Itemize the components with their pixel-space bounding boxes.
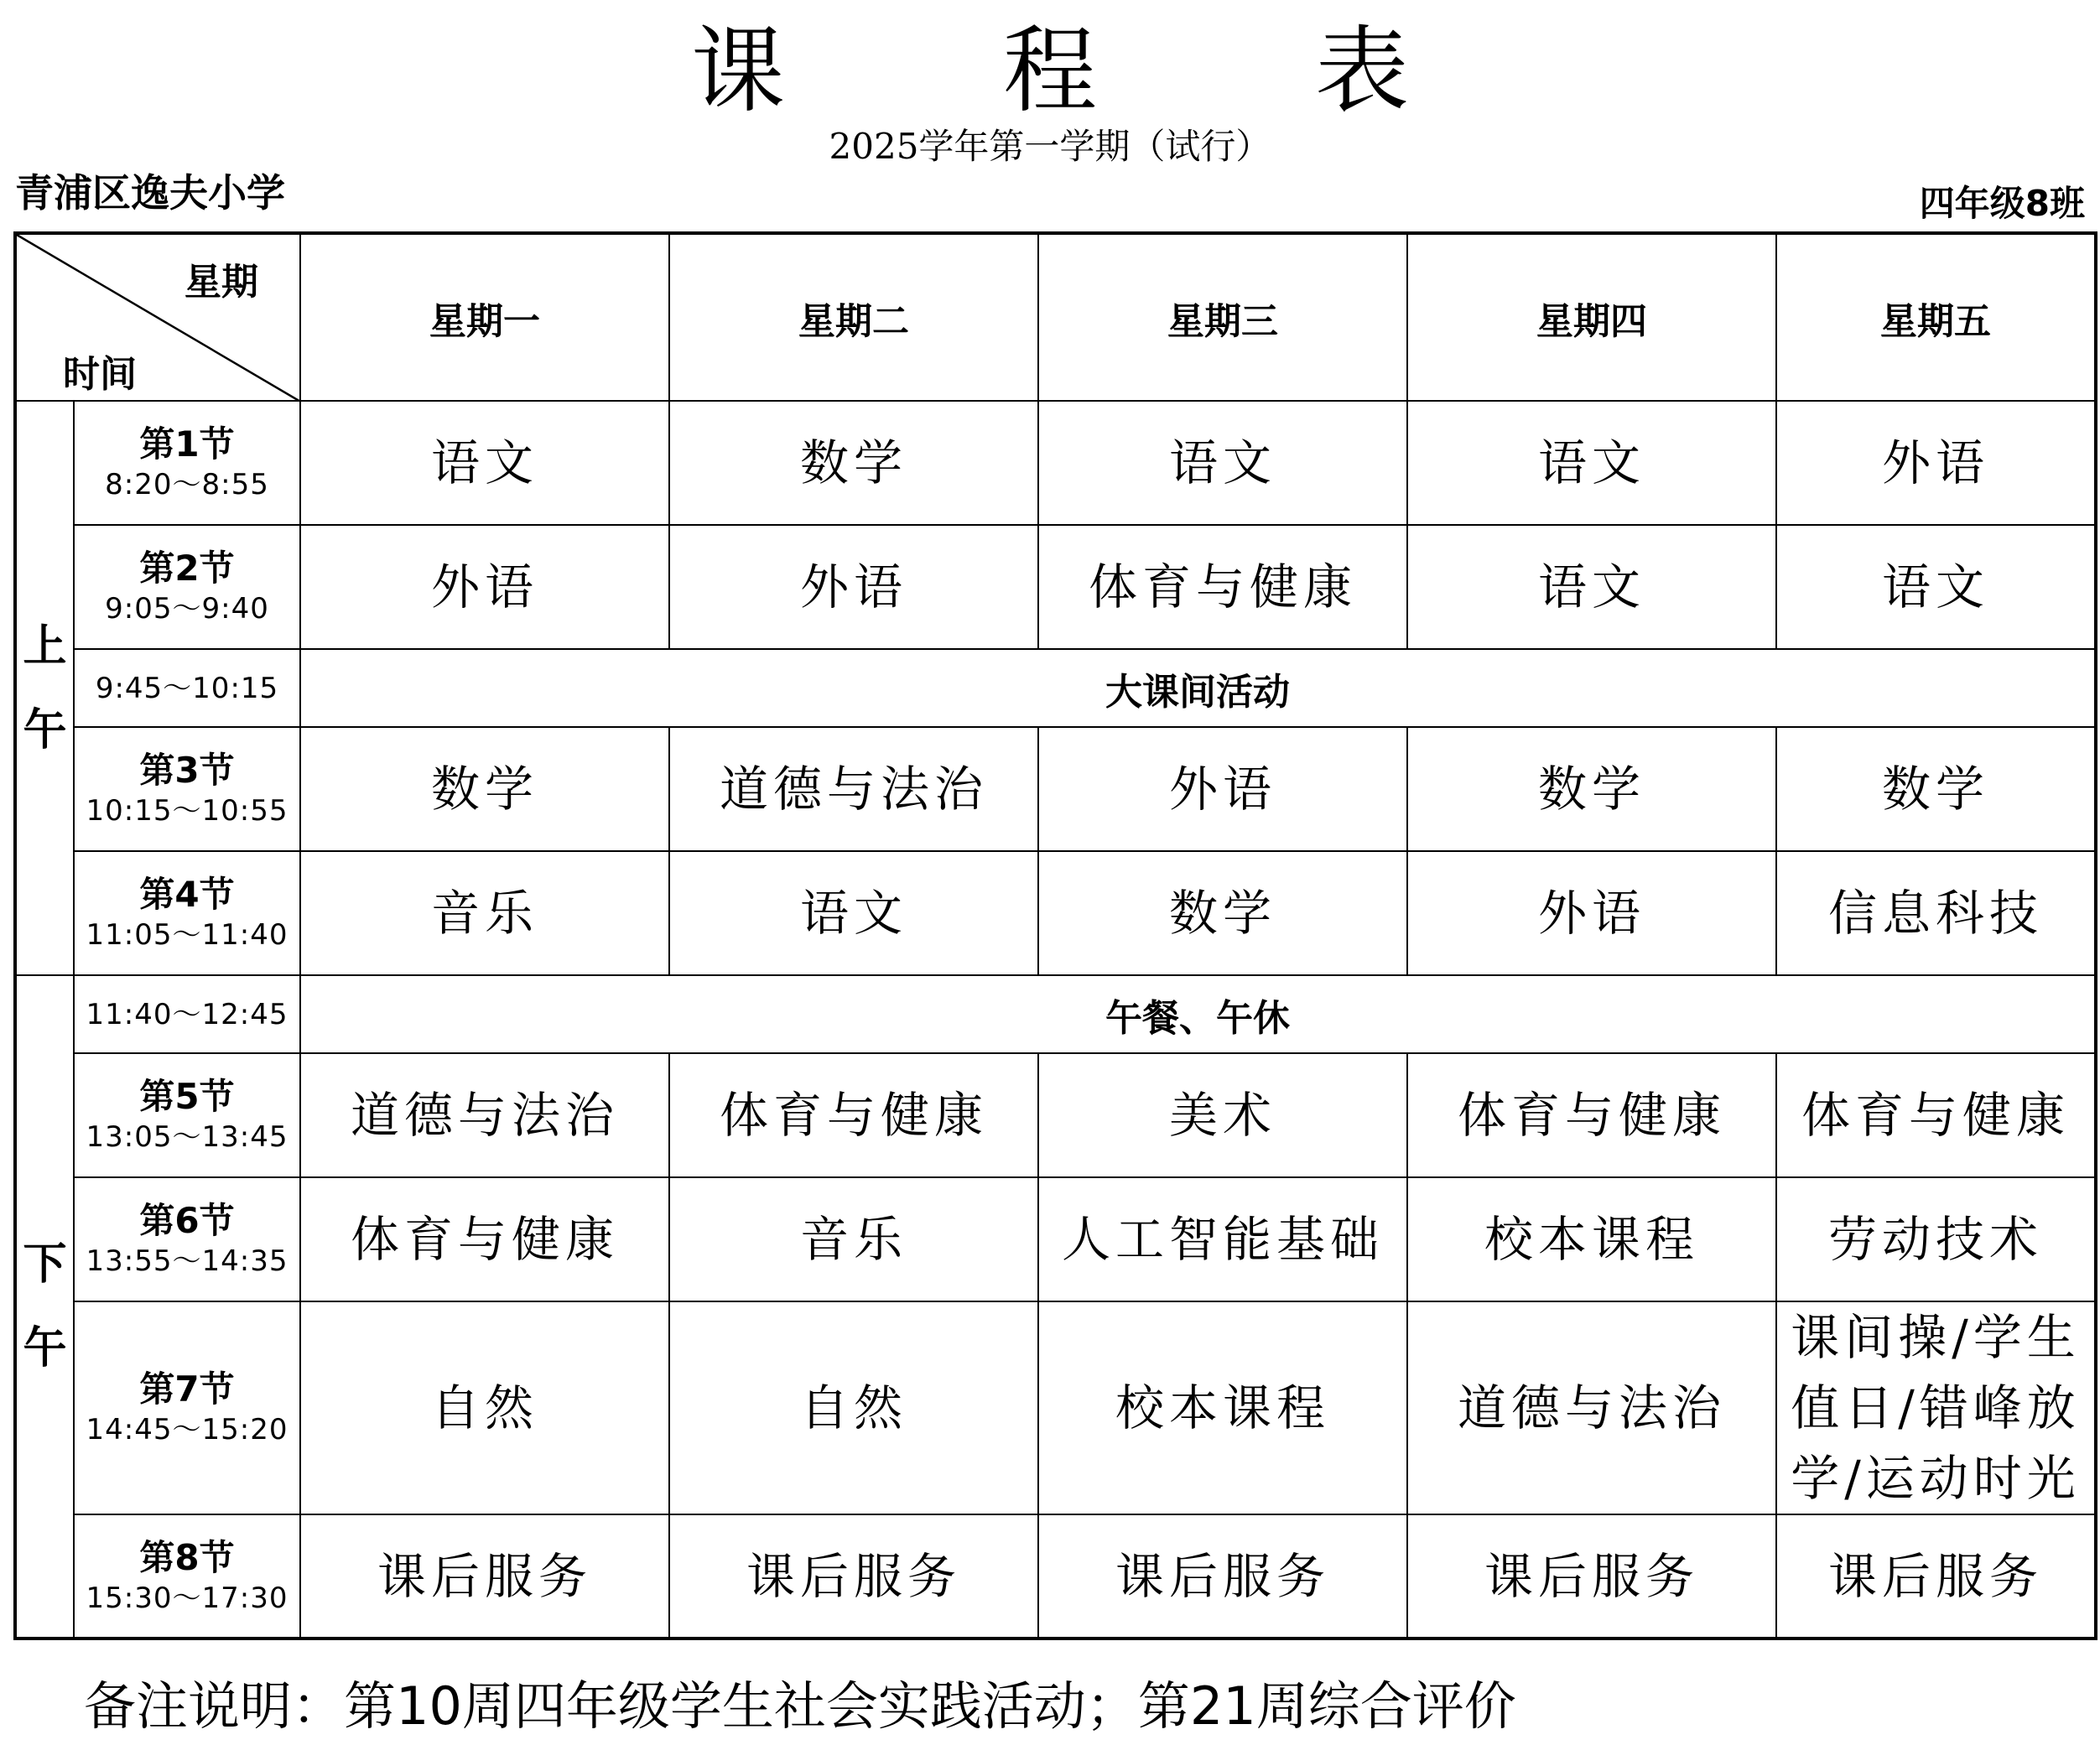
subject-cell: 自然 <box>300 1301 669 1514</box>
subject-cell: 课后服务 <box>1776 1514 2096 1639</box>
period-time: 15:30～17:30 <box>86 1581 288 1615</box>
period-row <box>15 1177 2096 1301</box>
half-char: 上 <box>23 621 67 672</box>
corner-time-label: 时间 <box>63 353 137 396</box>
morning-label <box>15 401 74 975</box>
subject-cell: 数学 <box>1776 727 2096 851</box>
day-header: 星期一 <box>300 233 669 401</box>
subject-cell: 课后服务 <box>300 1514 669 1639</box>
half-char: 午 <box>23 704 67 756</box>
subject-cell: 音乐 <box>669 1177 1038 1301</box>
subject-cell: 课后服务 <box>1407 1514 1776 1639</box>
period-label: 第7节 <box>139 1368 235 1410</box>
break-time: 11:40～12:45 <box>74 975 300 1053</box>
page-title <box>0 0 2100 126</box>
subject-cell: 外语 <box>1407 851 1776 975</box>
subject-cell: 课后服务 <box>1038 1514 1407 1639</box>
day-header: 星期五 <box>1776 233 2096 401</box>
period-label: 第3节 <box>139 750 235 791</box>
subject-cell: 外语 <box>1038 727 1407 851</box>
subject-cell: 体育与健康 <box>1038 525 1407 649</box>
half-char: 午 <box>23 1323 67 1374</box>
subject-cell: 校本课程 <box>1038 1301 1407 1514</box>
period-cell <box>74 1177 300 1301</box>
period-row <box>15 1053 2096 1177</box>
subject-cell: 外语 <box>669 525 1038 649</box>
subject-cell: 道德与法治 <box>669 727 1038 851</box>
period-time: 13:05～13:45 <box>86 1120 288 1154</box>
period-label: 第8节 <box>139 1536 235 1578</box>
header-row <box>15 233 2096 401</box>
subject-cell: 外语 <box>300 525 669 649</box>
break-row <box>15 649 2096 727</box>
period-time: 10:15～10:55 <box>86 794 288 828</box>
subject-line: 值日/错峰放 <box>1791 1379 2081 1436</box>
half-char: 下 <box>23 1239 67 1290</box>
corner-weekday-label: 星期 <box>185 261 258 304</box>
subject-cell: 语文 <box>1776 525 2096 649</box>
subject-cell: 体育与健康 <box>1776 1053 2096 1177</box>
period-cell <box>74 1514 300 1639</box>
subject-cell: 语文 <box>1038 401 1407 525</box>
period-row <box>15 727 2096 851</box>
semester-subtitle: 2025学年第一学期（试行） <box>829 126 1271 167</box>
period-time: 9:05～9:40 <box>105 592 269 626</box>
subject-cell: 音乐 <box>300 851 669 975</box>
period-label: 第5节 <box>139 1076 235 1117</box>
subject-cell: 体育与健康 <box>669 1053 1038 1177</box>
class-name: 四年级8班 <box>1919 183 2085 224</box>
subject-line: 课间操/学生 <box>1791 1309 2081 1366</box>
day-header: 星期三 <box>1038 233 1407 401</box>
day-header: 星期四 <box>1407 233 1776 401</box>
period-row <box>15 401 2096 525</box>
break-activity: 大课间活动 <box>300 649 2096 727</box>
timetable <box>13 231 2097 1640</box>
subject-cell: 数学 <box>300 727 669 851</box>
period-label: 第6节 <box>139 1200 235 1241</box>
subject-cell: 校本课程 <box>1407 1177 1776 1301</box>
subject-cell: 人工智能基础 <box>1038 1177 1407 1301</box>
afternoon-label <box>15 975 74 1639</box>
subject-cell: 体育与健康 <box>1407 1053 1776 1177</box>
day-header: 星期二 <box>669 233 1038 401</box>
subject-cell: 道德与法治 <box>300 1053 669 1177</box>
subject-cell: 语文 <box>669 851 1038 975</box>
period-cell <box>74 401 300 525</box>
subject-cell: 数学 <box>669 401 1038 525</box>
period-cell <box>74 727 300 851</box>
subject-cell: 课后服务 <box>669 1514 1038 1639</box>
title-char-1: 课 <box>691 16 785 126</box>
subject-line: 学/运动时光 <box>1791 1450 2081 1507</box>
break-row <box>15 975 2096 1053</box>
period-cell <box>74 851 300 975</box>
period-time: 13:55～14:35 <box>86 1244 288 1278</box>
period-label: 第2节 <box>139 548 235 589</box>
period-row <box>15 1301 2096 1514</box>
subject-cell: 体育与健康 <box>300 1177 669 1301</box>
footnote: 备注说明：第10周四年级学生社会实践活动；第21周综合评价 <box>84 1675 1516 1737</box>
period-time: 14:45～15:20 <box>86 1413 288 1446</box>
period-row <box>15 851 2096 975</box>
period-row <box>15 1514 2096 1639</box>
subject-cell: 信息科技 <box>1776 851 2096 975</box>
subject-cell: 语文 <box>1407 525 1776 649</box>
subject-cell: 道德与法治 <box>1407 1301 1776 1514</box>
subject-cell: 外语 <box>1776 401 2096 525</box>
period-cell <box>74 1053 300 1177</box>
period-label: 第1节 <box>139 423 235 465</box>
subject-cell: 语文 <box>1407 401 1776 525</box>
subject-cell: 数学 <box>1038 851 1407 975</box>
period-time: 11:05～11:40 <box>86 918 288 952</box>
subject-cell <box>1776 1301 2096 1514</box>
corner-cell <box>15 233 300 401</box>
period-time: 8:20～8:55 <box>105 468 269 501</box>
period-cell <box>74 525 300 649</box>
subject-cell: 劳动技术 <box>1776 1177 2096 1301</box>
period-row <box>15 525 2096 649</box>
subject-cell: 语文 <box>300 401 669 525</box>
break-activity: 午餐、午休 <box>300 975 2096 1053</box>
school-name: 青浦区逸夫小学 <box>15 170 285 216</box>
subject-cell: 自然 <box>669 1301 1038 1514</box>
period-cell <box>74 1301 300 1514</box>
title-char-3: 表 <box>1315 16 1409 126</box>
subject-cell: 数学 <box>1407 727 1776 851</box>
break-time: 9:45～10:15 <box>74 649 300 727</box>
subject-cell: 美术 <box>1038 1053 1407 1177</box>
title-char-2: 程 <box>1003 16 1097 126</box>
period-label: 第4节 <box>139 874 235 915</box>
